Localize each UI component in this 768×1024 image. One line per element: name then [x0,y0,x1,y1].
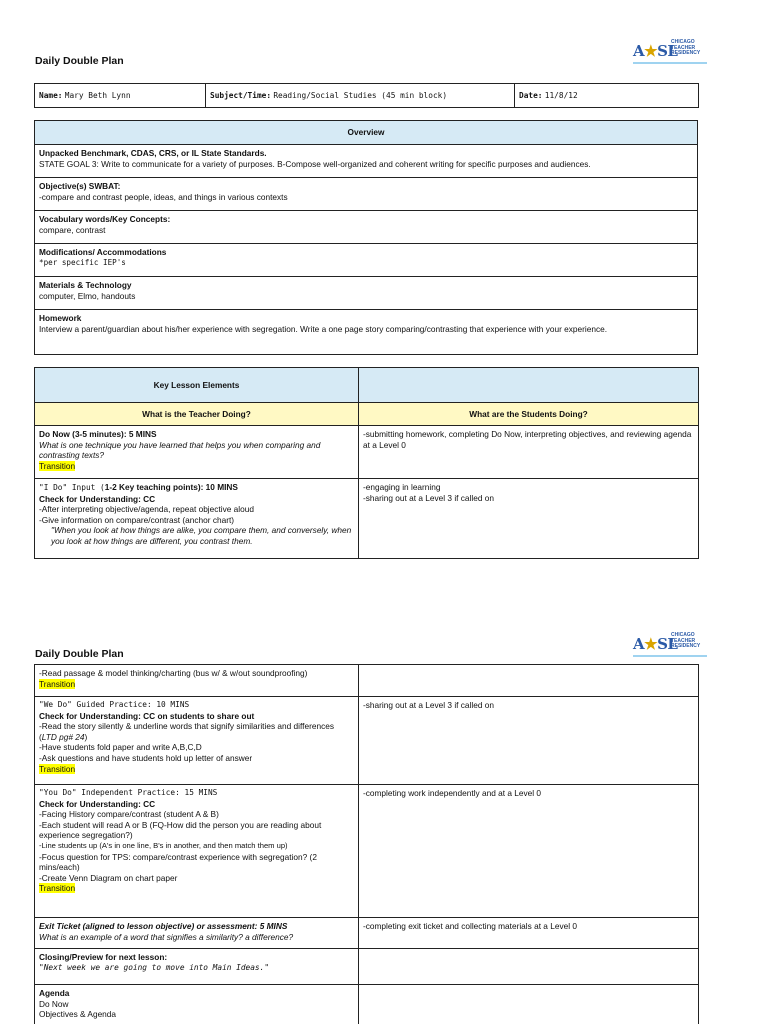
name-cell: Name: Mary Beth Lynn [35,84,206,108]
overview-table [34,120,698,355]
you-do-students-cell: -completing work independently and at a Level 0 [359,785,699,918]
i-do-students-cell: -engaging in learning -sharing out at a Level 3 if called on [359,479,699,559]
date-value: 11/8/12 [544,90,578,100]
agenda-cell: Agenda Do Now Objectives & Agenda [35,985,359,1024]
agenda-students-cell [359,985,699,1024]
homework-cell: Homework Interview a parent/guardian about his/her experience with segregation. Write a one page story comparing/contrasting that experience with your experience. [35,310,698,355]
header-table [34,83,699,108]
transition-label: Transition [39,763,76,774]
we-do-teacher-cell: "We Do" Guided Practice: 10 MINS Check for Understanding: CC on students to share out -Read the story silently & underline words that signify similarities and differences (LTD pg# 24) -Have students fold paper and write A,B,C,D -Ask questions and have students hold up letter of answer Transition [35,697,359,785]
page-title: Daily Double Plan [35,55,124,67]
transition-label: Transition [39,883,76,894]
subject-cell: Subject/Time: Reading/Social Studies (45 min block) [206,84,515,108]
exit-ticket-teacher-cell: Exit Ticket (aligned to lesson objective) or assessment: 5 MINS What is an example of a word that signifies a similarity? a difference? [35,918,359,949]
do-now-teacher-cell: Do Now (3-5 minutes): 5 MINS What is one technique you have learned that helps you when comparing and contrasting texts? Transition [35,426,359,479]
star-icon: ★ [644,42,658,60]
modifications-cell: Modifications/ Accommodations *per specific IEP's [35,244,698,277]
transition-label: Transition [39,460,76,471]
lesson-table [34,367,699,559]
key-lesson-heading: Key Lesson Elements [35,368,359,403]
materials-cell: Materials & Technology computer, Elmo, handouts [35,277,698,310]
objectives-cell: Objective(s) SWBAT: -compare and contrast people, ideas, and things in various contexts [35,178,698,211]
standards-cell: Unpacked Benchmark, CDAS, CRS, or IL State Standards. STATE GOAL 3: Write to communicate for a variety of purposes. B-Compose well-organized and coherent writing for specific purposes and audiences. [35,145,698,178]
key-lesson-heading-blank [359,368,699,403]
vocabulary-cell: Vocabulary words/Key Concepts: compare, contrast [35,211,698,244]
transition-label: Transition [39,678,76,689]
date-cell: Date: 11/8/12 [515,84,699,108]
page-title-2: Daily Double Plan [35,648,124,660]
aosl-logo: A★SL CHICAGO TEACHER RESIDENCY [633,37,707,65]
exit-ticket-students-cell: -completing exit ticket and collecting materials at a Level 0 [359,918,699,949]
closing-teacher-cell: Closing/Preview for next lesson: "Next week we are going to move into Main Ideas." [35,949,359,985]
do-now-students-cell: -submitting homework, completing Do Now, interpreting objectives, and reviewing agenda at a Level 0 [359,426,699,479]
aosl-logo-2: A★SL CHICAGO TEACHER RESIDENCY [633,630,707,658]
subject-value: Reading/Social Studies (45 min block) [273,90,448,100]
i-do-teacher-cell: "I Do" Input (1-2 Key teaching points): 10 MINS Check for Understanding: CC -After interpreting objective/agenda, repeat objective aloud -Give information on compare/contrast (anchor chart) "When you look at how things are alike, you compare them, and conversely, when you look at how things are different, you contrast them. [35,479,359,559]
you-do-teacher-cell: "You Do" Independent Practice: 15 MINS Check for Understanding: CC -Facing History compare/contrast (student A & B) -Each student will read A or B (FQ-How did the person you are reading about experience segregation?) -Line students up (A's in one line, B's in another, and then match them up) -Focus question for TPS: compare/contrast experience with segregation? (2 mins/each) -Create Venn Diagram on chart paper Transition [35,785,359,918]
star-icon: ★ [644,635,658,653]
read-passage-students-cell [359,665,699,697]
students-heading: What are the Students Doing? [359,403,699,426]
we-do-students-cell: -sharing out at a Level 3 if called on [359,697,699,785]
closing-students-cell [359,949,699,985]
read-passage-cell: -Read passage & model thinking/charting (bus w/ & w/out soundproofing) Transition [35,665,359,697]
lesson-table-continued [34,664,699,1024]
overview-heading: Overview [35,121,698,145]
teacher-heading: What is the Teacher Doing? [35,403,359,426]
name-value: Mary Beth Lynn [64,90,131,100]
